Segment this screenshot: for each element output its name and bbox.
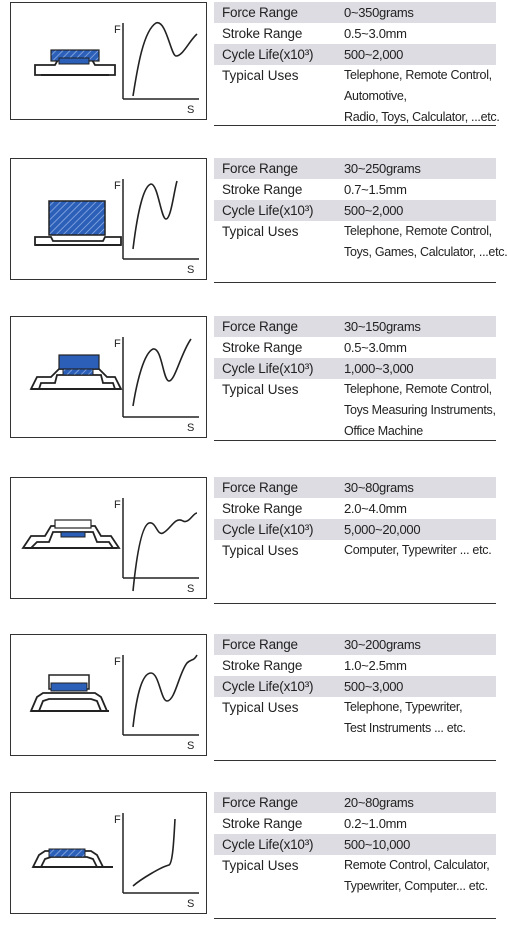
cycle-row (214, 200, 496, 221)
stroke-label: Stroke Range (222, 26, 303, 41)
s-axis-label: S (187, 104, 195, 116)
spec-table (214, 634, 496, 739)
stroke-value: 1.0~2.5mm (344, 658, 407, 673)
stroke-row (214, 23, 496, 44)
uses-label: Typical Uses (222, 68, 299, 83)
uses-line: Remote Control, Calculator, (344, 858, 490, 872)
cross-section-icon (31, 355, 121, 389)
switch-diagram (10, 316, 207, 438)
cross-section-icon (33, 849, 113, 867)
s-axis-label: S (187, 264, 195, 276)
cycle-value: 500~3,000 (344, 679, 404, 694)
stroke-label: Stroke Range (222, 182, 303, 197)
force-stroke-curve (133, 819, 175, 886)
s-axis-label: S (187, 740, 195, 752)
diagram-svg (11, 317, 208, 439)
switch-diagram (10, 477, 207, 599)
uses-line: Telephone, Typewriter, (344, 700, 463, 714)
uses-line: Test Instruments ... etc. (344, 721, 466, 735)
force-stroke-curve (133, 513, 197, 591)
force-label: Force Range (222, 795, 298, 810)
cross-section-icon (35, 201, 121, 245)
stroke-value: 0.2~1.0mm (344, 816, 407, 831)
f-axis-label: F (114, 180, 121, 192)
cross-section-icon (31, 675, 109, 711)
cycle-row (214, 676, 496, 697)
uses-label: Typical Uses (222, 858, 299, 873)
force-row (214, 477, 496, 498)
uses-line: Telephone, Remote Control, (344, 382, 492, 396)
stroke-row (214, 337, 496, 358)
cycle-row (214, 834, 496, 855)
s-axis-label: S (187, 898, 195, 910)
force-row (214, 316, 496, 337)
f-axis-label: F (114, 656, 121, 668)
stroke-label: Stroke Range (222, 816, 303, 831)
uses-label: Typical Uses (222, 700, 299, 715)
stroke-value: 0.5~3.0mm (344, 26, 407, 41)
cycle-value: 1,000~3,000 (344, 361, 414, 376)
uses-line: Toys Measuring Instruments, (344, 403, 496, 417)
uses-label: Typical Uses (222, 382, 299, 397)
table-bottom-rule (214, 603, 496, 604)
uses-list (344, 855, 489, 897)
force-row (214, 2, 496, 23)
uses-label: Typical Uses (222, 543, 299, 558)
uses-row (214, 540, 496, 561)
force-label: Force Range (222, 319, 298, 334)
uses-line: Radio, Toys, Calculator, ...etc. (344, 110, 500, 124)
spec-table (214, 792, 496, 897)
uses-line: Toys, Games, Calculator, ...etc. (344, 245, 507, 259)
stroke-value: 0.5~3.0mm (344, 340, 407, 355)
cross-section-icon (35, 50, 115, 75)
uses-row (214, 697, 496, 739)
cycle-value: 500~2,000 (344, 203, 404, 218)
s-axis-label: S (187, 422, 195, 434)
switch-diagram (10, 158, 207, 280)
table-bottom-rule (214, 918, 496, 919)
f-axis-label: F (114, 814, 121, 826)
stroke-row (214, 498, 496, 519)
force-value: 30~150grams (344, 319, 421, 334)
uses-line: Telephone, Remote Control, (344, 68, 492, 82)
spec-table (214, 2, 500, 128)
cycle-label: Cycle Life(x10³) (222, 47, 314, 62)
cycle-row (214, 358, 496, 379)
force-stroke-curve (133, 23, 197, 96)
stroke-label: Stroke Range (222, 658, 303, 673)
f-axis-label: F (114, 338, 121, 350)
cycle-label: Cycle Life(x10³) (222, 837, 314, 852)
table-bottom-rule (214, 760, 496, 761)
uses-row (214, 379, 496, 442)
uses-list (344, 697, 466, 739)
stroke-label: Stroke Range (222, 501, 303, 516)
cycle-label: Cycle Life(x10³) (222, 522, 314, 537)
force-value: 0~350grams (344, 5, 414, 20)
f-axis-label: F (114, 24, 121, 36)
spec-table (214, 477, 496, 561)
switch-diagram (10, 634, 207, 756)
spec-table (214, 158, 507, 263)
stroke-value: 0.7~1.5mm (344, 182, 407, 197)
stroke-label: Stroke Range (222, 340, 303, 355)
uses-list (344, 540, 491, 561)
diagram-svg (11, 635, 208, 757)
uses-row (214, 855, 496, 897)
uses-line: Typewriter, Computer... etc. (344, 879, 488, 893)
uses-list (344, 221, 507, 263)
force-row (214, 158, 496, 179)
uses-line: Telephone, Remote Control, (344, 224, 492, 238)
uses-row (214, 221, 507, 263)
force-value: 20~80grams (344, 795, 414, 810)
uses-list (344, 65, 500, 128)
diagram-svg (11, 159, 208, 281)
force-stroke-curve (133, 339, 191, 406)
cycle-label: Cycle Life(x10³) (222, 679, 314, 694)
cycle-value: 500~2,000 (344, 47, 404, 62)
force-label: Force Range (222, 5, 298, 20)
diagram-svg (11, 793, 208, 915)
uses-list (344, 379, 496, 442)
f-axis-label: F (114, 499, 121, 511)
stroke-row (214, 179, 496, 200)
uses-row (214, 65, 500, 128)
cycle-label: Cycle Life(x10³) (222, 361, 314, 376)
table-bottom-rule (214, 125, 496, 126)
force-stroke-curve (133, 181, 177, 249)
force-value: 30~200grams (344, 637, 421, 652)
uses-line: Automotive, (344, 89, 407, 103)
force-label: Force Range (222, 637, 298, 652)
switch-diagram (10, 2, 207, 120)
force-row (214, 634, 496, 655)
force-label: Force Range (222, 480, 298, 495)
cycle-label: Cycle Life(x10³) (222, 203, 314, 218)
stroke-row (214, 813, 496, 834)
cross-section-icon (23, 520, 119, 548)
stroke-row (214, 655, 496, 676)
s-axis-label: S (187, 583, 195, 595)
stroke-value: 2.0~4.0mm (344, 501, 407, 516)
force-row (214, 792, 496, 813)
diagram-svg (11, 478, 208, 600)
uses-label: Typical Uses (222, 224, 299, 239)
table-bottom-rule (214, 282, 496, 283)
table-bottom-rule (214, 440, 496, 441)
uses-line: Computer, Typewriter ... etc. (344, 543, 492, 557)
cycle-value: 500~10,000 (344, 837, 411, 852)
diagram-svg (11, 3, 208, 121)
cycle-value: 5,000~20,000 (344, 522, 421, 537)
cycle-row (214, 44, 496, 65)
uses-line: Office Machine (344, 424, 423, 438)
force-value: 30~250grams (344, 161, 421, 176)
force-label: Force Range (222, 161, 298, 176)
cycle-row (214, 519, 496, 540)
switch-diagram (10, 792, 207, 914)
force-stroke-curve (133, 655, 197, 727)
force-value: 30~80grams (344, 480, 414, 495)
spec-table (214, 316, 496, 442)
